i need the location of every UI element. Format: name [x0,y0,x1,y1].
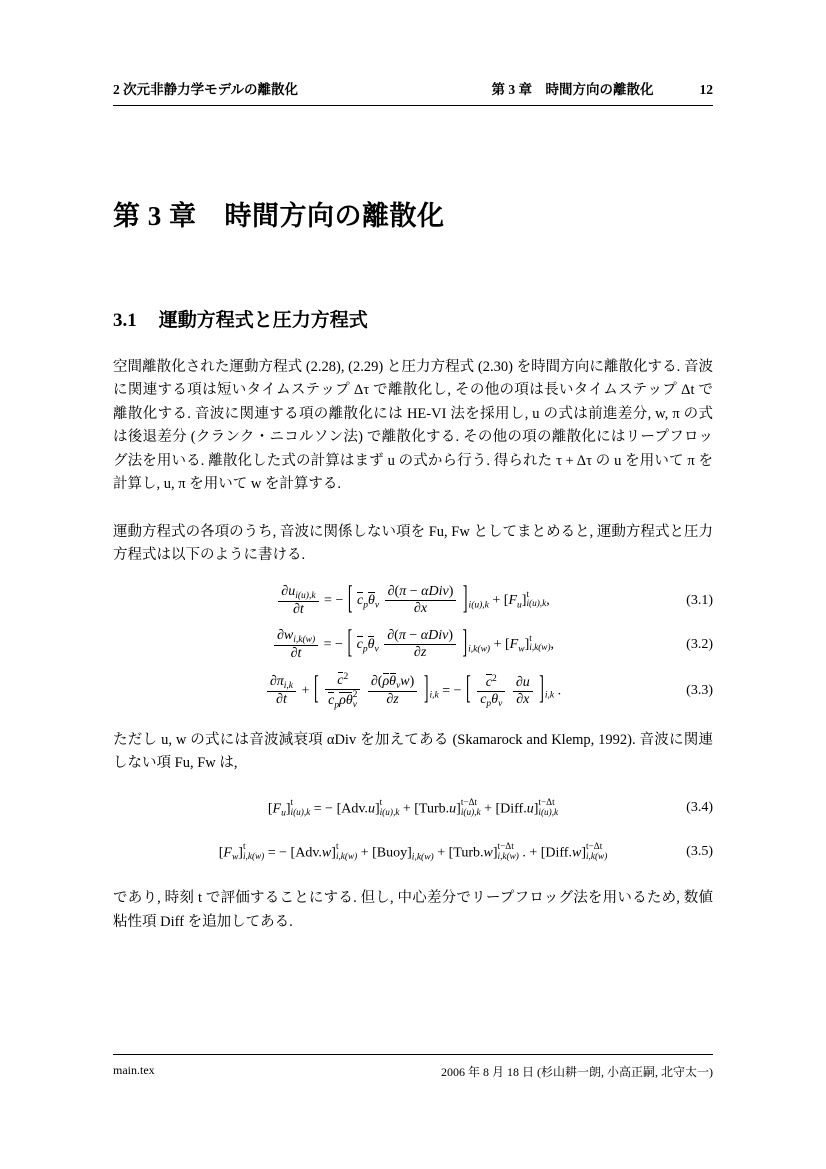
chapter-title-text: 時間方向の離散化 [224,201,445,231]
paragraph-4: であり, 時刻 t で評価することにする. 但し, 中心差分でリープフロッグ法を用いるため, 数値粘性項 Diff を追加してある. [113,890,713,930]
paragraph-1: 空間離散化された運動方程式 (2.28), (2.29) と圧力方程式 (2.30) を時間方向に離散化する. 音波に関連する項は短いタイムステップ Δτ で離散化し, その他の項は長いタイムステップ Δt で離散化する. 音波に関連する項の離散化には HE-VI 法を採用し, u の式は前進差分, w, π の式は後退差分 (クランク・ニコルソン法) で離散化する. その他の項の離散化にはリープフロッグ法を用いる. 離散化した式の計算はまず u の式から行う. 得られた τ + Δτ の u を用いて π を計算し, u, π を用いて w を計算する. [113,359,713,493]
chapter-title [113,194,713,233]
page-footer [113,1054,713,1080]
chapter-label: 第 3 章 [113,201,197,231]
equation-3-1-number: (3.1) [686,592,713,608]
equation-3-2-number: (3.2) [686,636,713,652]
equation-3-5 [113,835,713,869]
section-number: 3.1 [113,310,137,331]
equation-3-5-body: $[F_w]$ t i,k(w) = − [Adv.w] t i,k(w) + $[Buoy]_{i,k(w)}$ + [Turb.w] t−Δt i,k(w) . + [Diff.w] t−Δt i,k(w) [218,841,608,863]
equation-3-1 [113,584,713,618]
equation-group-motion [113,584,713,711]
equation-3-3 [113,672,713,711]
footer-filename: main.tex [113,1063,155,1077]
page-number: 12 [699,82,713,97]
equation-3-5-number: (3.5) [686,844,713,860]
running-header-left: 2 次元非静力学モデルの離散化 [113,82,298,97]
equation-3-4-body: $[F_u]$ t i(u),k = − [Adv.u] t i(u),k + [Turb.u] t−Δt i(u),k + [Diff.u] t−Δt i(u),k [267,797,559,819]
equation-3-2-body: $\frac{\partial w_{i,k(w)}}{\partial t}$ = − [ $c_p\theta_v$ $\frac{\text{∂(π − αDiv)}}{\partial z}$ ]$_{i,k(w)} + [F_w]$ t i,k(w) , [272,628,554,662]
page-content [113,78,713,934]
section-title [113,305,713,332]
equation-3-1-body: $\frac{\partial u_{i(u),k}}{\partial t}$ = − [ $c_p\theta_v$ $\frac{\text{∂(π − αDiv)}}{\partial x}$ ]$_{i(u),k} + [F_u]$ t i(u),k , [276,584,549,618]
equation-group-forcing [113,791,713,869]
equation-3-4 [113,791,713,825]
equation-3-2 [113,628,713,662]
equation-3-3-number: (3.3) [686,683,713,699]
section-title-text: 運動方程式と圧力方程式 [158,310,368,331]
equation-3-4-number: (3.4) [686,800,713,816]
paragraph-2: 運動方程式の各項のうち, 音波に関係しない項を Fu, Fw としてまとめると, 運動方程式と圧力方程式は以下のように書ける. [113,523,713,564]
running-header-middle: 第 3 章 時間方向の離散化 [491,82,654,97]
equation-3-3-body: $\frac{\partial\pi_{i,k}}{\partial t}$ + [ $c^2$ $c_p\rho\theta$ 2 v $\frac{\partial(\rho\theta_vw)}{\partial z}$ ]$_{i,k}$ = − [ $\frac{c^2}{c_p\theta_v}$ $\frac{\partial u}{\partial x}$ ]$_{i,k}$ . [265,672,561,711]
paragraph-3: ただし u, w の式には音波減衰項 αDiv を加えてある (Skamarock and Klemp, 1992). 音波に関連しない項 Fu, Fw は, [113,731,713,771]
running-header [113,78,713,106]
footer-credit: 2006 年 8 月 18 日 (杉山耕一朗, 小高正嗣, 北守太一) [441,1065,713,1079]
